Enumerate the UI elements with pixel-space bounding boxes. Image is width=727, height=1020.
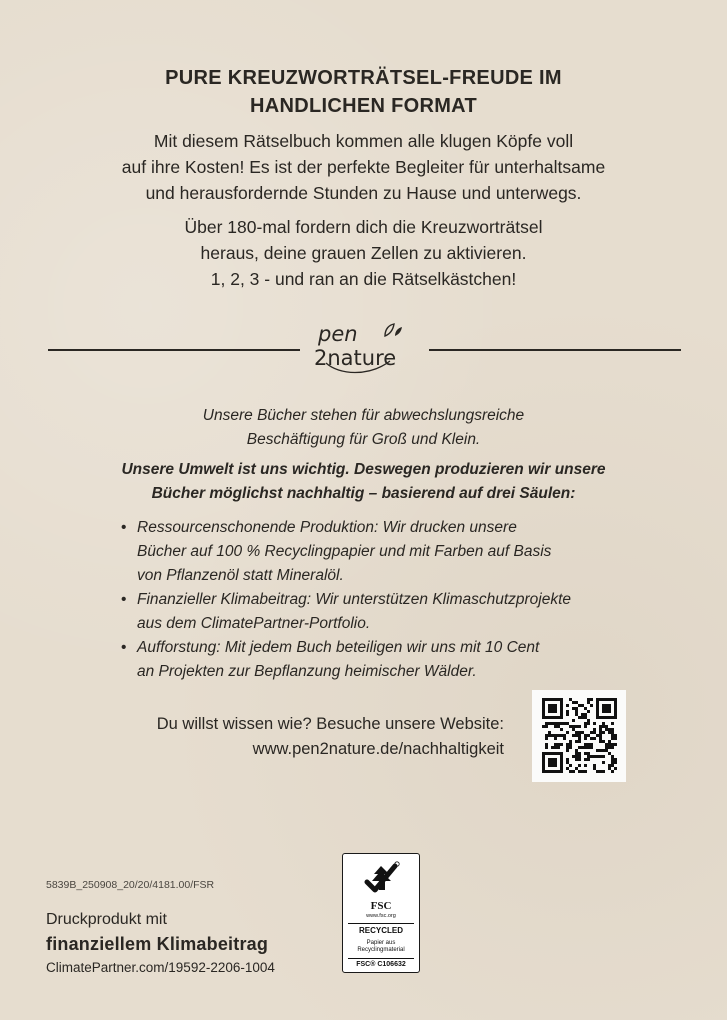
qr-module [578, 704, 581, 707]
qr-module [578, 764, 581, 767]
qr-module [575, 707, 578, 710]
qr-module [611, 746, 614, 749]
fsc-divider [348, 923, 414, 924]
qr-module [584, 713, 587, 716]
qr-module [551, 734, 554, 737]
qr-module [581, 770, 584, 773]
qr-module [578, 746, 581, 749]
environment-line: Unsere Umwelt ist uns wichtig. Deswegen produzieren wir unsere [121, 461, 606, 478]
website-prompt: Du willst wissen wie? Besuche unsere Website: [156, 715, 504, 733]
qr-module [596, 734, 599, 737]
qr-module [602, 731, 605, 734]
qr-module [587, 719, 590, 722]
qr-module [590, 698, 593, 701]
fsc-divider [348, 958, 414, 959]
qr-module [584, 743, 587, 746]
qr-module [569, 698, 572, 701]
qr-module [596, 749, 599, 752]
qr-module [599, 731, 602, 734]
about-line: Beschäftigung für Groß und Klein. [246, 430, 481, 448]
qr-module [590, 737, 593, 740]
fsc-license: FSC® C106632 [356, 961, 406, 968]
qr-module [563, 722, 566, 725]
qr-module [545, 737, 548, 740]
divider-right [429, 349, 681, 351]
qr-module [578, 737, 581, 740]
qr-module [575, 725, 578, 728]
qr-module [581, 716, 584, 719]
intro-line: heraus, deine grauen Zellen zu aktivieren. [200, 243, 527, 263]
qr-module [566, 746, 569, 749]
qr-module [569, 764, 572, 767]
climate-line-2: finanziellem Klimabeitrag [46, 934, 269, 954]
qr-module [581, 731, 584, 734]
qr-module [599, 728, 602, 731]
qr-module [596, 755, 599, 758]
environment-statement [0, 458, 727, 505]
qr-module [554, 743, 557, 746]
qr-module [569, 770, 572, 773]
qr-module [569, 740, 572, 743]
qr-module [557, 746, 560, 749]
qr-module [578, 770, 581, 773]
qr-module [602, 761, 605, 764]
qr-module [584, 722, 587, 725]
qr-module [608, 728, 611, 731]
qr-module [611, 734, 614, 737]
intro-line: auf ihre Kosten! Es ist der perfekte Begleiter für unterhaltsame [121, 157, 606, 177]
qr-module [590, 731, 593, 734]
qr-module [608, 731, 611, 734]
qr-module [551, 746, 554, 749]
qr-module [554, 725, 557, 728]
qr-module [575, 752, 578, 755]
qr-module [572, 707, 575, 710]
qr-module [572, 701, 575, 704]
list-item [120, 516, 640, 588]
qr-module [599, 725, 602, 728]
qr-module [548, 758, 557, 767]
intro-line: Über 180-mal fordern dich die Kreuzworträtsel [184, 217, 543, 237]
qr-module [545, 725, 548, 728]
qr-module [614, 737, 617, 740]
qr-module [614, 734, 617, 737]
qr-module [587, 755, 590, 758]
qr-module [602, 722, 605, 725]
qr-module [578, 731, 581, 734]
qr-module [593, 737, 596, 740]
qr-module [545, 734, 548, 737]
qr-module [545, 743, 548, 746]
qr-module [593, 755, 596, 758]
qr-module [608, 767, 611, 770]
list-item-line: von Pflanzenöl statt Mineralöl. [137, 567, 344, 584]
website-link[interactable]: www.pen2nature.de/nachhaltigkeit [252, 740, 504, 758]
qr-module [548, 704, 557, 713]
qr-module [572, 728, 575, 731]
qr-module [599, 755, 602, 758]
qr-module [572, 755, 575, 758]
qr-module [608, 764, 611, 767]
intro-paragraph-1 [0, 128, 727, 206]
bullet-icon: • [121, 639, 127, 656]
qr-module [560, 734, 563, 737]
qr-module [554, 746, 557, 749]
qr-module [611, 722, 614, 725]
qr-module [566, 710, 569, 713]
qr-module [584, 758, 587, 761]
qr-module [602, 704, 611, 713]
list-item-line: Finanzieller Klimabeitrag: Wir unterstützen Klimaschutzprojekte [137, 591, 572, 608]
qr-module [563, 737, 566, 740]
list-item-line: aus dem ClimatePartner-Portfolio. [137, 615, 371, 632]
qr-module [587, 701, 590, 704]
qr-module [554, 737, 557, 740]
qr-module [554, 734, 557, 737]
qr-module [608, 743, 611, 746]
qr-module [542, 725, 545, 728]
qr-module [554, 722, 557, 725]
qr-module [548, 734, 551, 737]
qr-module [560, 728, 563, 731]
climate-partner-link[interactable]: ClimatePartner.com/19592-2206-1004 [46, 960, 275, 975]
qr-module [575, 701, 578, 704]
qr-module [611, 761, 614, 764]
bullet-icon: • [121, 591, 127, 608]
qr-module [557, 722, 560, 725]
qr-module [608, 740, 611, 743]
fsc-url: www.fsc.org [366, 913, 396, 919]
qr-module [557, 725, 560, 728]
qr-module [614, 758, 617, 761]
qr-module [584, 764, 587, 767]
qr-module [593, 722, 596, 725]
qr-module [578, 740, 581, 743]
logo-word-2nature: 2nature [314, 346, 397, 370]
qr-module [566, 749, 569, 752]
qr-module [575, 734, 578, 737]
qr-module [578, 716, 581, 719]
page-heading [0, 64, 727, 120]
qr-module [575, 740, 578, 743]
qr-module [587, 752, 590, 755]
qr-module [593, 767, 596, 770]
qr-module [608, 746, 611, 749]
fsc-paper-line: Papier aus [366, 940, 396, 946]
qr-module [545, 722, 548, 725]
print-code: 5839B_250908_20/20/4181.00/FSR [46, 879, 215, 891]
logo-word-pen: pen [318, 322, 358, 346]
qr-module [593, 728, 596, 731]
qr-module [614, 767, 617, 770]
qr-module [575, 710, 578, 713]
qr-module [584, 752, 587, 755]
qr-module [605, 746, 608, 749]
qr-module [548, 731, 551, 734]
qr-module [599, 770, 602, 773]
qr-module [599, 749, 602, 752]
qr-module [566, 704, 569, 707]
list-item-line: Ressourcenschonende Produktion: Wir drucken unsere [137, 519, 517, 536]
qr-module [566, 767, 569, 770]
qr-module [578, 752, 581, 755]
pen2nature-logo [312, 322, 422, 380]
fsc-brand: FSC [370, 900, 392, 912]
qr-module [569, 725, 572, 728]
logo-swoosh-icon [324, 355, 394, 377]
qr-module [575, 749, 578, 752]
qr-module [572, 734, 575, 737]
qr-code-graphic [532, 690, 626, 782]
qr-module [575, 758, 578, 761]
intro-line: und herausfordernde Stunden zu Hause und unterwegs. [145, 183, 582, 203]
qr-module [611, 731, 614, 734]
qr-module [584, 770, 587, 773]
qr-module [581, 746, 584, 749]
website-callout [100, 712, 504, 762]
qr-module [611, 743, 614, 746]
qr-module [599, 737, 602, 740]
qr-module [578, 734, 581, 737]
qr-module [584, 707, 587, 710]
about-text [0, 404, 727, 451]
divider-left [48, 349, 300, 351]
qr-module [584, 746, 587, 749]
qr-module [566, 758, 569, 761]
qr-module [566, 761, 569, 764]
qr-module [566, 713, 569, 716]
qr-module [569, 746, 572, 749]
qr-module [614, 743, 617, 746]
heading-line-2: HANDLICHEN FORMAT [250, 95, 477, 117]
qr-module [578, 755, 581, 758]
qr-module [584, 737, 587, 740]
qr-module [545, 746, 548, 749]
qr-module [587, 758, 590, 761]
qr-module [602, 770, 605, 773]
qr-module [563, 734, 566, 737]
fsc-recycled: RECYCLED [358, 926, 403, 935]
qr-module [557, 743, 560, 746]
list-item-line: Aufforstung: Mit jedem Buch beteiligen wir uns mit 10 Cent [137, 639, 540, 656]
qr-module [611, 737, 614, 740]
list-item [120, 588, 640, 636]
qr-module [557, 734, 560, 737]
qr-module [611, 755, 614, 758]
qr-module [572, 725, 575, 728]
qr-module [599, 734, 602, 737]
qr-module [560, 743, 563, 746]
qr-module [575, 767, 578, 770]
qr-module [590, 743, 593, 746]
qr-module [584, 734, 587, 737]
qr-module [611, 758, 614, 761]
qr-module [605, 728, 608, 731]
qr-module [569, 743, 572, 746]
qr-module [602, 725, 605, 728]
qr-module [578, 725, 581, 728]
qr-module [587, 734, 590, 737]
qr-module [611, 764, 614, 767]
qr-module [566, 731, 569, 734]
intro-paragraph-2 [0, 214, 727, 292]
qr-module [587, 722, 590, 725]
qr-module [578, 758, 581, 761]
qr-module [593, 731, 596, 734]
qr-module [575, 713, 578, 716]
qr-module [593, 764, 596, 767]
sustainability-pillars-list [120, 516, 640, 684]
qr-module [587, 746, 590, 749]
qr-module [611, 728, 614, 731]
qr-module [608, 752, 611, 755]
qr-module [590, 755, 593, 758]
qr-module [614, 761, 617, 764]
qr-module [605, 749, 608, 752]
qr-module [587, 698, 590, 701]
qr-module [602, 740, 605, 743]
qr-module [602, 749, 605, 752]
qr-module [596, 770, 599, 773]
qr-module [551, 722, 554, 725]
qr-module [587, 743, 590, 746]
list-item-line: Bücher auf 100 % Recyclingpapier und mit Farben auf Basis [137, 543, 552, 560]
qr-module [566, 722, 569, 725]
qr-module [602, 755, 605, 758]
qr-module [605, 743, 608, 746]
fsc-paper-text [343, 940, 419, 954]
environment-line: Bücher möglichst nachhaltig – basierend auf drei Säulen: [151, 484, 576, 502]
qr-module [611, 770, 614, 773]
qr-module [572, 719, 575, 722]
fsc-recycled-label [342, 853, 420, 973]
leaf-icon [382, 322, 404, 338]
about-line: Unsere Bücher stehen für abwechslungsreiche [202, 407, 525, 424]
qr-module [581, 704, 584, 707]
fsc-paper-line: Recyclingmaterial [357, 947, 405, 953]
intro-line: 1, 2, 3 - und ran an die Rätselkästchen! [210, 269, 517, 289]
qr-module [581, 713, 584, 716]
qr-module [584, 716, 587, 719]
climate-line-1: Druckprodukt mit [46, 911, 167, 928]
qr-code-icon[interactable] [532, 690, 626, 782]
climate-contribution [46, 908, 275, 980]
qr-module [599, 740, 602, 743]
fsc-tree-check-icon [361, 860, 401, 898]
qr-module [584, 725, 587, 728]
qr-module [590, 704, 593, 707]
qr-module [605, 725, 608, 728]
qr-module [566, 743, 569, 746]
list-item [120, 636, 640, 684]
list-item-line: an Projekten zur Bepflanzung heimischer Wälder. [137, 663, 477, 680]
qr-module [548, 722, 551, 725]
qr-module [590, 746, 593, 749]
qr-module [575, 755, 578, 758]
qr-module [560, 722, 563, 725]
bullet-icon: • [121, 519, 127, 536]
qr-module [572, 770, 575, 773]
qr-module [587, 710, 590, 713]
qr-module [575, 731, 578, 734]
intro-line: Mit diesem Rätselbuch kommen alle klugen Köpfe voll [153, 131, 574, 151]
heading-line-1: PURE KREUZWORTRÄTSEL-FREUDE IM [165, 67, 562, 89]
